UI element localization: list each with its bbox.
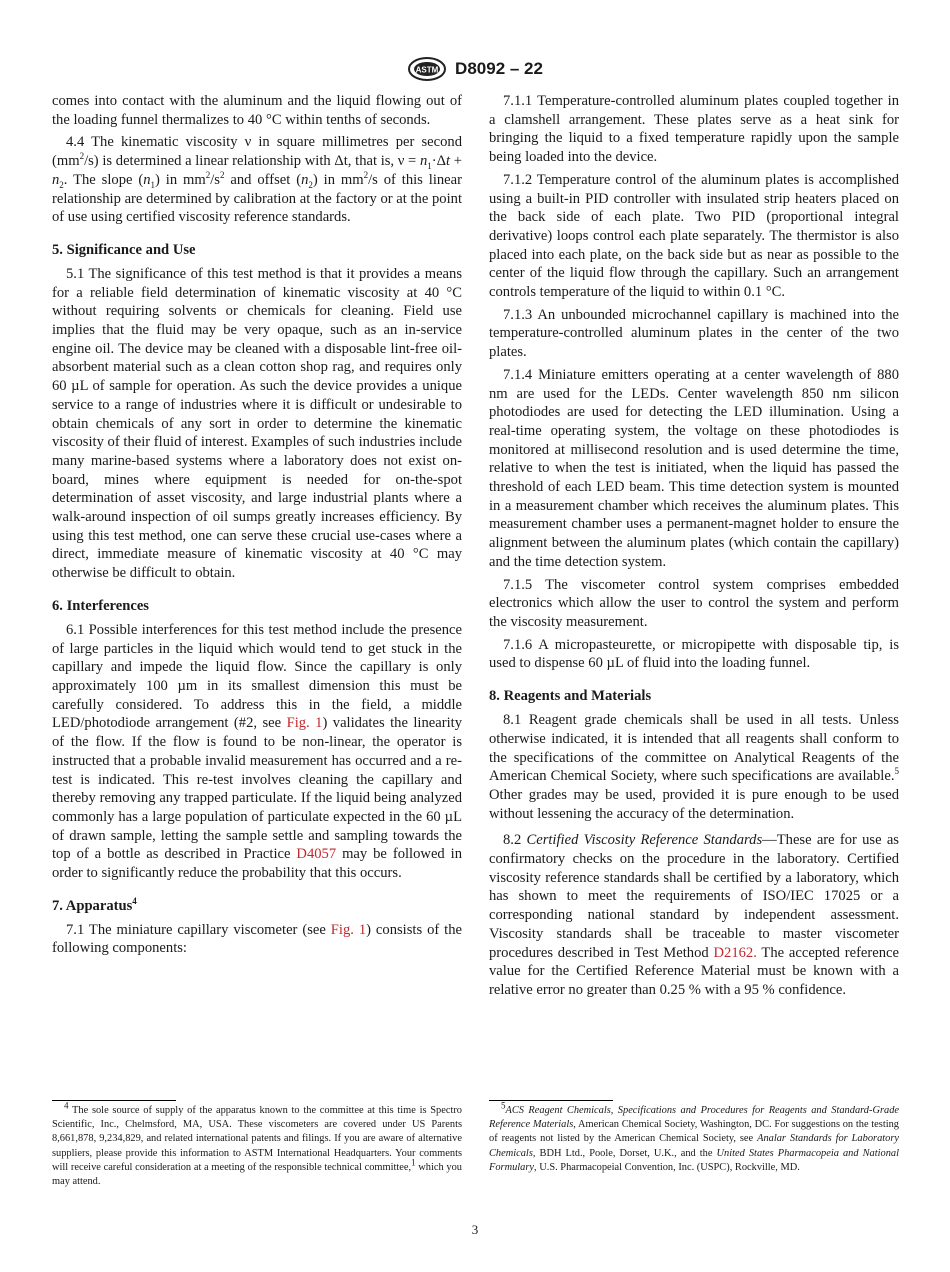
heading-8: 8. Reagents and Materials	[489, 688, 652, 705]
paragraph-6-1: 6.1 Possible interferences for this test method include the presence of large particles in the liquid which would tend to get stuck in the capillary and impede the liquid flow. Since the capillary is only approximately 100 µm in its smallest dimension this must be carefully considered. To address this in the field, a middle LED/photodiode arrangement (#2, see Fig. 1) validates the linearity of the flow. If the flow is found to be non-linear, the operator is instructed that a probable invalid measurement has occurred and a re-test is indicated. This re-test involves cleaning the capillary and thereby removing any trapped particulate. If the liquid being analyzed commonly has a large population of particulate expected in the 60 µL of drawn sample, letting the sample settle and sampling towards the top of a bottle as described in Practice D4057 may be followed in order to significantly reduce the probability that this occurs.	[52, 621, 463, 882]
page-number: 3	[471, 1222, 479, 1237]
d2162-link[interactable]: D2162.	[713, 944, 757, 961]
footnote-rule-left	[52, 1100, 176, 1101]
paragraph-8-2: 8.2 Certified Viscosity Reference Standards—These are for use as confirmatory checks on the procedure in the laboratory. Certified viscosity reference standards shall be certified by a laboratory, which has shown to meet the requirements of ISO/IEC 17025 or a corresponding national standard by independent assessment. Viscosity standards shall be traceable to master viscometer procedures described in Test Method D2162. The accepted reference value for the Certified Reference Material must be known with a relative error no greater than 0.25 % with a 95 % confidence.	[489, 832, 899, 998]
paragraph-5-1: 5.1 The significance of this test method is that it provides a means for a reliable field determination of kinematic viscosity at 40 °C without requiring solvents or chemicals for cleaning. Field use implies that the fluid may be very opaque, such as an in-service engine oil. The device may be cleaned with a disposable lint-free oil-absorbent material such as a clean cotton shop rag, and requires only 60 µL of sample for operation. As such the device provides a unique service to a range of industries where it is difficult or undesirable to obtain chemicals of any sort in order to determine the kinematic viscosity of their fluid of interest. Examples of such industries include many marine-based systems where a laboratory does not exist on-board, mines where equipment is needed for on-the-spot determination of asset viscosity, and large industrial plants where a walk-around inspection of oil sumps greatly increases efficiency. By using this test method, one can serve these crucial use-cases where a direct, immediate measure of kinematic viscosity at 40 °C may otherwise be difficult to obtain.	[52, 265, 462, 582]
paragraph-7-1-5: 7.1.5 The viscometer control system comprises embedded electronics which allow the user to control the system and perform the viscosity measurement.	[489, 576, 899, 630]
d4057-link[interactable]: D4057	[296, 846, 337, 863]
paragraph-7-1-6: 7.1.6 A micropasteurette, or micropipette with disposable tip, is used to dispense 60 µL of fluid into the loading funnel.	[489, 636, 899, 672]
paragraph-7-1: 7.1 The miniature capillary viscometer (see Fig. 1) consists of the following components:	[52, 921, 463, 957]
heading-5: 5. Significance and Use	[52, 241, 196, 258]
paragraph-intro: comes into contact with the aluminum and the liquid flowing out of the loading funnel thermalizes to 40 °C within tenths of seconds.	[52, 93, 462, 128]
footnote-rule-right	[489, 1100, 613, 1101]
paragraph-7-1-3: 7.1.3 An unbounded microchannel capillary is machined into the temperature-controlled aluminum plates in the center of the two plates.	[489, 306, 899, 361]
svg-text:ASTM: ASTM	[415, 65, 439, 75]
footnote-5: $^5$ACS Reagent Chemicals, Specifications and Procedures for Reagents and Standard-Grade Reference Materials, American Chemical Society, Washington, DC. For suggestions on the testing of reagents not listed by the American Chemical Society, see Analar Standards for Laboratory Chemicals, BDH Ltd., Poole, Dorset, U.K., and the United States Pharmacopeia and National Formulary, U.S. Pharmacopeial Convention, Inc. (USPC), Rockville, MD.	[489, 1100, 899, 1173]
astm-logo-icon	[407, 56, 447, 82]
heading-6: 6. Interferences	[52, 597, 149, 614]
left-column	[52, 92, 462, 962]
page-header	[0, 56, 950, 82]
paragraph-7-1-1: 7.1.1 Temperature-controlled aluminum plates coupled together in a clamshell arrangement. These plates serve as a heat sink for bringing the liquid to a fixed temperature rapidly upon the sample being loaded into the device.	[489, 93, 899, 166]
paragraph-7-1-4: 7.1.4 Miniature emitters operating at a center wavelength of 880 nm are used for the LEDs. Center wavelength 850 nm silicon photodiodes are used for detecting the LED illumination. Using a real-time operating system, the voltage on these photodiodes is monitored at millisecond resolution and is used determine the time, relative to when the test is initiated, when the liquid has passed the threshold of each LED beam. This time detection system is mounted in a measurement chamber which receives the aluminum plates. This measurement chamber uses a permanent-magnet holder to ensure the alignment between the aluminum plates (which contain the capillary) and the time detection system.	[489, 366, 899, 570]
footnote-4: $^4$ The sole source of supply of the apparatus known to the committee at this time is Spectro Scientific, Inc., Chelmsford, MA, USA. These viscometers are covered under US Parents 8,661,878, 9,234,829, and related international patents and filings. If you are aware of alternative suppliers, please provide this information to ASTM International Headquarters. Your comments will receive careful consideration at a meeting of the responsible technical committee,$^1$ which you may attend.	[52, 1100, 462, 1188]
fig-1-link[interactable]: Fig. 1	[330, 921, 367, 938]
heading-7: 7. Apparatus$^4$	[52, 895, 137, 914]
paragraph-8-1: 8.1 Reagent grade chemicals shall be used in all tests. Unless otherwise indicated, it is intended that all reagents shall conform to the specifications of the committee on Analytical Reagents of the American Chemical Society, where such specifications are available.$^5$ Other grades may be used, provided it is pure enough to be used without lessening the accuracy of the determination.	[489, 712, 899, 822]
document-designation: D8092 – 22	[455, 59, 543, 78]
paragraph-4-4: 4.4 The kinematic viscosity ν in square millimetres per second $(mm^2/s)$ is determined a linear relationship with Δt, that is, $\nu = n_1\cdot\Delta t + n_2$. The slope $(n_1)$ in $mm^2/s^2$ and offset $(n_2)$ in $mm^2/s$ of this linear relationship are determined by calibration at the factory or at the point of use using certified viscosity reference standards.	[52, 134, 462, 226]
right-column	[489, 92, 899, 1004]
fig-1-link[interactable]: Fig. 1	[286, 715, 323, 732]
paragraph-7-1-2: 7.1.2 Temperature control of the aluminum plates is accomplished using a built-in PID controller with insulated strip heaters placed on the back side of each plate. Two PID (proportional integral derivative) loops control each plate separately. The thermistor is also placed into each plate, on the back side but as near as possible to the center of the liquid flow through the capillary. Such an arrangement controls temperature of the liquid to within 0.1 °C.	[489, 171, 899, 301]
